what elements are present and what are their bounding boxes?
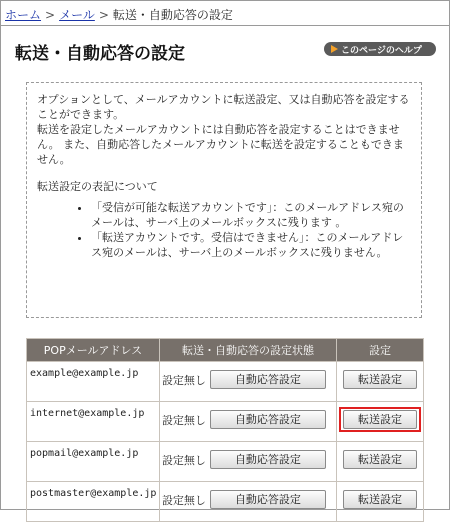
status-cell bbox=[159, 362, 336, 402]
notice-text: オプションとして、メールアカウントに転送設定、又は自動応答を設定することができます。 bbox=[37, 93, 410, 121]
column-header-setting: 設定 bbox=[336, 339, 423, 362]
notice-subheading: 転送設定の表記について bbox=[37, 180, 158, 193]
setting-cell bbox=[336, 402, 423, 442]
forward-settings-button[interactable]: 転送設定 bbox=[343, 450, 417, 469]
forward-settings-button[interactable]: 転送設定 bbox=[343, 490, 417, 509]
breadcrumb-home-link[interactable]: ホーム bbox=[5, 8, 42, 22]
account-address: postmaster@example.jp bbox=[27, 482, 160, 522]
setting-cell bbox=[336, 362, 423, 402]
forward-settings-button[interactable]: 転送設定 bbox=[343, 370, 417, 389]
setting-cell bbox=[336, 482, 423, 522]
forward-settings-button[interactable]: 転送設定 bbox=[343, 410, 417, 429]
breadcrumb bbox=[5, 6, 233, 23]
help-button[interactable] bbox=[324, 42, 436, 56]
header-divider bbox=[1, 25, 449, 26]
status-text: 設定無し bbox=[161, 494, 206, 507]
help-button-label: このページのヘルプ bbox=[341, 45, 422, 56]
account-address: popmail@example.jp bbox=[27, 442, 160, 482]
status-text: 設定無し bbox=[161, 414, 206, 427]
status-cell bbox=[159, 402, 336, 442]
forward-button-highlight bbox=[339, 407, 421, 432]
breadcrumb-separator: > bbox=[45, 8, 56, 22]
auto-reply-button[interactable]: 自動応答設定 bbox=[210, 410, 326, 429]
table-row bbox=[27, 402, 424, 442]
table-row bbox=[27, 482, 424, 522]
notice-bullet: • 「受信が可能な転送アカウントです」：このメールアドレス宛のメールは、サーバ上のメールボックスに残ります 。 bbox=[91, 200, 411, 230]
page-title: 転送・自動応答の設定 bbox=[15, 44, 185, 64]
status-text: 設定無し bbox=[161, 374, 206, 387]
table-header-row bbox=[27, 339, 424, 362]
table-row bbox=[27, 362, 424, 402]
breadcrumb-separator: > bbox=[98, 8, 109, 22]
breadcrumb-mail-link[interactable]: メール bbox=[59, 8, 95, 22]
account-address: example@example.jp bbox=[27, 362, 160, 402]
status-cell bbox=[159, 442, 336, 482]
column-header-address: POPメールアドレス bbox=[27, 339, 160, 362]
setting-cell bbox=[336, 442, 423, 482]
table-row bbox=[27, 442, 424, 482]
auto-reply-button[interactable]: 自動応答設定 bbox=[210, 490, 326, 509]
status-cell bbox=[159, 482, 336, 522]
status-text: 設定無し bbox=[161, 454, 206, 467]
notice-bullet-list bbox=[37, 200, 411, 260]
play-triangle-icon bbox=[331, 45, 338, 53]
notice-bullet: • 「転送アカウントです。受信はできません」：このメールアドレス宛のメールは、サーバ上のメールボックスに残りません。 bbox=[91, 230, 411, 260]
auto-reply-button[interactable]: 自動応答設定 bbox=[210, 370, 326, 389]
accounts-table bbox=[26, 338, 424, 522]
notice-text: 転送を設定したメールアカウントには自動応答を設定することはできません。 また、自動応答したメールアカウントに転送を設定することもできません。 bbox=[37, 123, 404, 166]
notice-box bbox=[26, 82, 422, 318]
auto-reply-button[interactable]: 自動応答設定 bbox=[210, 450, 326, 469]
column-header-status: 転送・自動応答の設定状態 bbox=[159, 339, 336, 362]
breadcrumb-current: 転送・自動応答の設定 bbox=[112, 8, 233, 22]
account-address: internet@example.jp bbox=[27, 402, 160, 442]
